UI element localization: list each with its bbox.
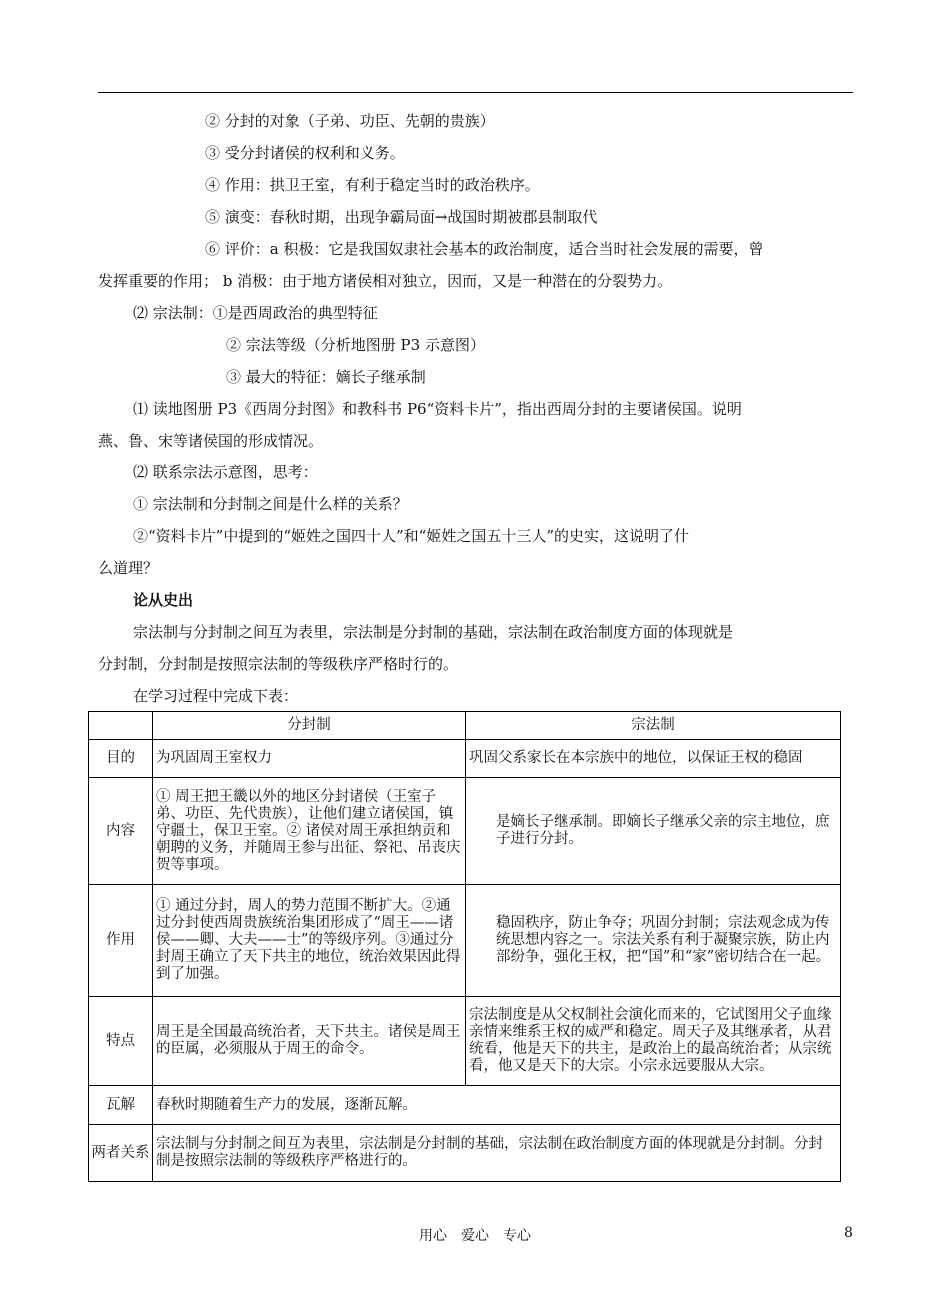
text-line: 分封制，分封制是按照宗法制的等级秩序严格时行的。 bbox=[98, 655, 459, 673]
table-cell: 是嫡长子继承制。即嫡长子继承父亲的宗主地位，庶子进行分封。 bbox=[466, 778, 841, 885]
table-cell: 春秋时期随着生产力的发展，逐渐瓦解。 bbox=[153, 1086, 841, 1125]
table-corner-cell bbox=[89, 712, 153, 740]
table-row bbox=[89, 1125, 841, 1182]
column-header-zongfa: 宗法制 bbox=[466, 712, 841, 740]
text-line: 宗法制与分封制之间互为表里，宗法制是分封制的基础，宗法制在政治制度方面的体现就是 bbox=[133, 623, 734, 641]
column-header-fengjian: 分封制 bbox=[153, 712, 466, 740]
row-header: 目的 bbox=[89, 740, 153, 778]
text-line: ⑴ 读地图册 P3《西周分封图》和教科书 P6“资料卡片”，指出西周分封的主要诸侯国。说明 bbox=[133, 400, 742, 418]
header-rule bbox=[98, 92, 853, 93]
text-line: ⑵ 联系宗法示意图，思考： bbox=[133, 463, 318, 481]
row-header: 内容 bbox=[89, 778, 153, 885]
table-cell: 为巩固周王室权力 bbox=[153, 740, 466, 778]
row-header: 两者关系 bbox=[89, 1125, 153, 1182]
table-row bbox=[89, 885, 841, 997]
text-line: ⑤ 演变：春秋时期，出现争霸局面→战国时期被郡县制取代 bbox=[205, 208, 598, 226]
text-line: 燕、鲁、宋等诸侯国的形成情况。 bbox=[98, 432, 324, 450]
row-header: 作用 bbox=[89, 885, 153, 997]
page-footer: 用心 爱心 专心 bbox=[419, 1228, 531, 1244]
table-row bbox=[89, 997, 841, 1086]
table-row bbox=[89, 778, 841, 885]
text-line: ③ 最大的特征：嫡长子继承制 bbox=[226, 368, 426, 386]
page-number: 8 bbox=[844, 1225, 853, 1241]
table-row bbox=[89, 1086, 841, 1125]
text-line: ③ 受分封诸侯的权利和义务。 bbox=[205, 144, 405, 162]
table-cell: 宗法制与分封制之间互为表里，宗法制是分封制的基础，宗法制在政治制度方面的体现就是分封制。分封制是按照宗法制的等级秩序严格进行的。 bbox=[153, 1125, 841, 1182]
text-line: 在学习过程中完成下表： bbox=[133, 687, 299, 705]
text-line: ⑥ 评价：a 积极：它是我国奴隶社会基本的政治制度，适合当时社会发展的需要，曾 bbox=[205, 240, 764, 258]
text-line: ②“资料卡片”中提到的“姬姓之国四十人”和“姬姓之国五十三人”的史实，这说明了什 bbox=[133, 527, 690, 545]
text-line: ① 宗法制和分封制之间是什么样的关系？ bbox=[133, 495, 408, 513]
section-heading: 论从史出 bbox=[133, 591, 194, 609]
table-cell: 巩固父系家长在本宗族中的地位，以保证王权的稳固 bbox=[466, 740, 841, 778]
text-line: ② 分封的对象（子弟、功臣、先朝的贵族） bbox=[205, 112, 495, 130]
table-cell: 稳固秩序，防止争夺；巩固分封制；宗法观念成为传统思想内容之一。宗法关系有利于凝聚宗族，防止内部纷争，强化王权，把“国”和“家”密切结合在一起。 bbox=[466, 885, 841, 997]
comparison-table bbox=[88, 711, 841, 1182]
row-header: 瓦解 bbox=[89, 1086, 153, 1125]
table-header-row bbox=[89, 712, 841, 740]
table-cell: ① 周王把王畿以外的地区分封诸侯（王室子弟、功臣、先代贵族），让他们建立诸侯国，镇守疆土，保卫王室。② 诸侯对周王承担纳贡和朝聘的义务，并随周王参与出征、祭祀、吊丧庆贺等事项。 bbox=[153, 778, 466, 885]
table-cell: 宗法制度是从父权制社会演化而来的，它试图用父子血缘亲情来维系王权的威严和稳定。周天子及其继承者，从君统看，他是天下的共主，是政治上的最高统治者；从宗统看，他又是天下的大宗。小宗永远要服从大宗。 bbox=[466, 997, 841, 1086]
text-line: ② 宗法等级（分析地图册 P3 示意图） bbox=[226, 336, 485, 354]
text-line: ④ 作用：拱卫王室，有利于稳定当时的政治秩序。 bbox=[205, 176, 540, 194]
text-line: 么道理？ bbox=[98, 559, 159, 577]
text-line: 发挥重要的作用； b 消极：由于地方诸侯相对独立，因而，又是一种潜在的分裂势力。 bbox=[98, 272, 673, 290]
text-line: ⑵ 宗法制：①是西周政治的典型特征 bbox=[133, 304, 378, 322]
table-cell: 周王是全国最高统治者，天下共主。诸侯是周王的臣属，必须服从于周王的命令。 bbox=[153, 997, 466, 1086]
table-cell: ① 通过分封，周人的势力范围不断扩大。②通过分封使西周贵族统治集团形成了“周王——诸侯——卿、大夫——士”的等级序列。③通过分封周王确立了天下共主的地位，统治效果因此得到了加强。 bbox=[153, 885, 466, 997]
row-header: 特点 bbox=[89, 997, 153, 1086]
table-row bbox=[89, 740, 841, 778]
